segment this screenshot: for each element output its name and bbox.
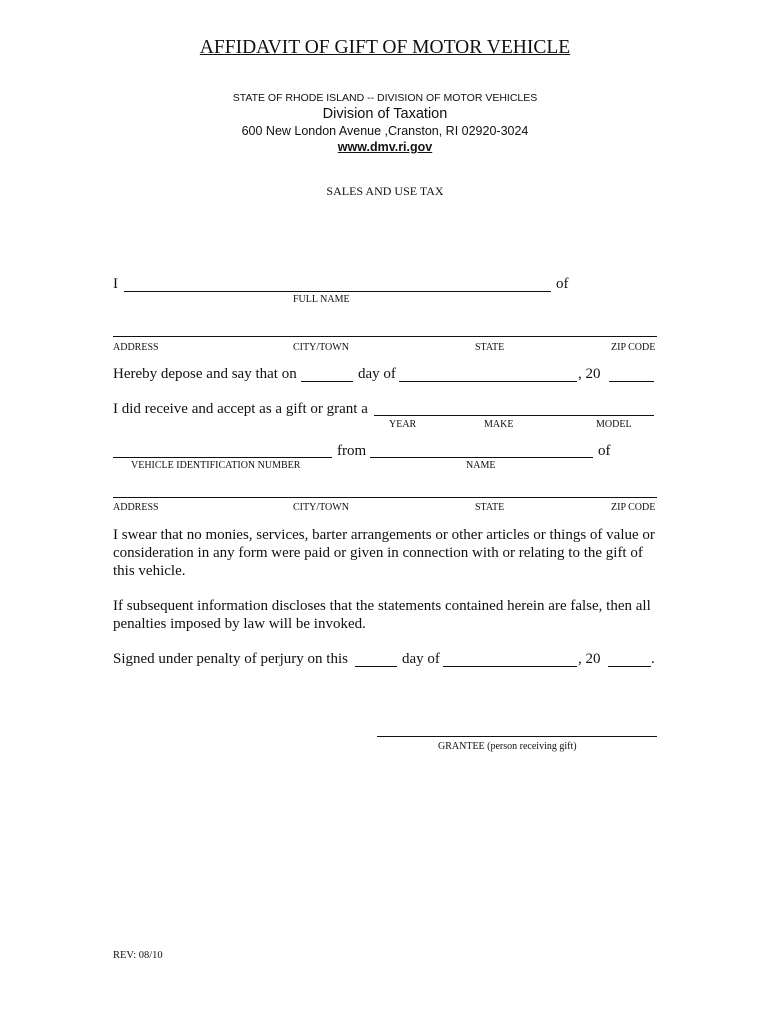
full-name-field[interactable] [124,291,551,292]
grantee-city-caption: CITY/TOWN [293,342,349,353]
full-name-caption: FULL NAME [293,294,350,305]
penalty-paragraph: If subsequent information discloses that the statements contained herein are false, then all penalties imposed by law will be invoked. [113,598,651,632]
vehicle-year-make-model-field[interactable] [374,415,654,416]
grantor-city-caption: CITY/TOWN [293,502,349,513]
depose-month-field[interactable] [399,381,577,382]
vin-caption: VEHICLE IDENTIFICATION NUMBER [131,460,301,471]
receive-text: I did receive and accept as a gift or grant a [113,401,368,417]
division-name: Division of Taxation [322,106,448,122]
agency-address: 600 New London Avenue ,Cranston, RI 02920-3024 [241,124,529,138]
vin-field[interactable] [113,457,332,458]
form-subtitle: SALES AND USE TAX [326,184,444,198]
grantee-zip-caption: ZIP CODE [611,342,656,353]
grantee-state-caption: STATE [475,342,505,353]
of-label: of [556,276,569,292]
signed-month-field[interactable] [443,666,577,667]
grantor-zip-caption: ZIP CODE [611,502,656,513]
i-label: I [113,276,118,292]
depose-day-field[interactable] [301,381,353,382]
signed-dayof-text: day of [402,651,440,667]
grantor-state-caption: STATE [475,502,505,513]
grantee-address-field[interactable] [113,336,657,337]
signed-end-period: . [651,651,655,667]
signed-day-field[interactable] [355,666,397,667]
signed-year-field[interactable] [608,666,651,667]
grantor-name-caption: NAME [466,460,496,471]
grantee-address-caption: ADDRESS [113,342,159,353]
revision-label: REV: 08/10 [113,950,163,961]
grantor-name-field[interactable] [370,457,593,458]
grantor-address-caption: ADDRESS [113,502,159,513]
grantee-signature-field[interactable] [377,736,657,737]
make-caption: MAKE [484,419,514,430]
depose-year-field[interactable] [609,381,654,382]
depose-year-text: , 20 [578,366,601,382]
agency-line: STATE OF RHODE ISLAND -- DIVISION OF MOTOR VEHICLES [232,92,538,104]
depose-dayof-text: day of [358,366,396,382]
document-title: AFFIDAVIT OF GIFT OF MOTOR VEHICLE [199,37,571,58]
model-caption: MODEL [596,419,632,430]
grantee-signature-caption: GRANTEE (person receiving gift) [438,741,577,752]
depose-text: Hereby depose and say that on [113,366,297,382]
signed-text: Signed under penalty of perjury on this [113,651,348,667]
year-caption: YEAR [389,419,417,430]
from-label: from [337,443,367,459]
signed-year-text: , 20 [578,651,601,667]
agency-website-link[interactable]: www.dmv.ri.gov [337,140,433,154]
of2-label: of [598,443,611,459]
grantor-address-field[interactable] [113,497,657,498]
swear-paragraph: I swear that no monies, services, barter arrangements or other articles or things of value or consideration in any form were paid or given in connection with or relating to the gift of this vehicle. [113,527,655,579]
